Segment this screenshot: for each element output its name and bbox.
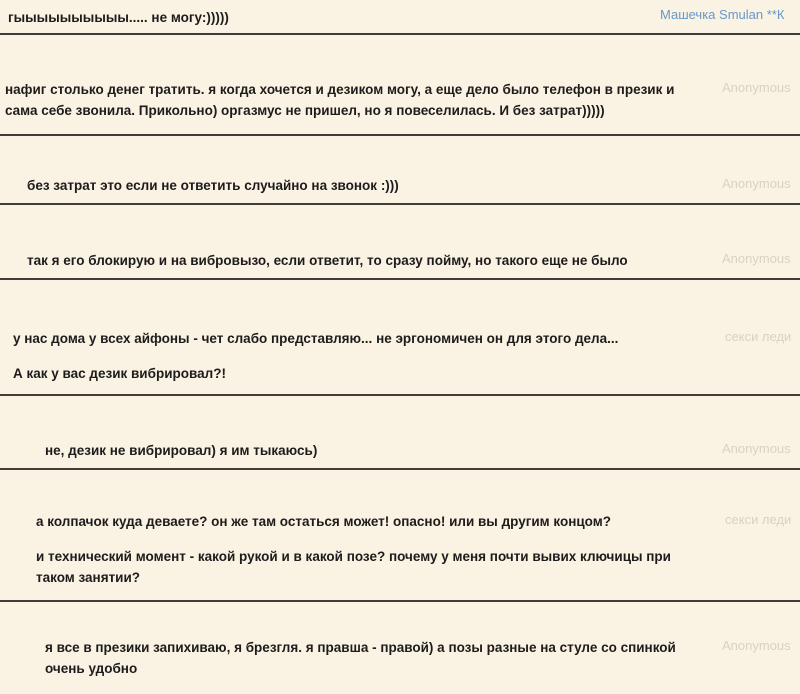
comment-author-link[interactable]: Anonymous (722, 638, 791, 653)
comment-paragraph: а колпачок куда деваете? он же там остаться может! опасно! или вы другим концом? (36, 514, 611, 529)
comment-text (13, 328, 713, 384)
comment-author-link[interactable]: секси леди (725, 512, 792, 527)
comment (0, 602, 800, 694)
comment-author-link[interactable]: Anonymous (722, 441, 791, 456)
comment-text (5, 79, 702, 121)
comment-author-link[interactable]: Anonymous (722, 80, 791, 95)
comment (0, 136, 800, 205)
comment (0, 470, 800, 602)
comment-text (45, 440, 735, 461)
comment-paragraph: у нас дома у всех айфоны - чет слабо представляю... не эргономичен он для этого дела... (13, 331, 619, 346)
comment (0, 205, 800, 280)
comment-paragraph: А как у вас дезик вибрировал?! (13, 366, 226, 381)
comment-paragraph: без затрат это если не ответить случайно на звонок :))) (27, 178, 399, 193)
comment-text (27, 250, 717, 271)
comment (0, 280, 800, 396)
comment-text (8, 7, 628, 28)
comment-text (45, 637, 693, 679)
comment (0, 396, 800, 470)
comment-author-link[interactable]: Anonymous (722, 176, 791, 191)
comment-paragraph: гыыыыыыыыыы..... не могу:))))) (8, 10, 229, 25)
comment (0, 35, 800, 136)
comment-author-link[interactable]: Anonymous (722, 251, 791, 266)
comment-paragraph: и технический момент - какой рукой и в какой позе? почему у меня почти вывих ключицы при таком занятии? (36, 549, 671, 585)
comment-author-link[interactable]: Машечка Smulan **К (660, 7, 785, 22)
comment-paragraph: нафиг столько денег тратить. я когда хочется и дезиком могу, а еще дело было телефон в презик и сама себе звонила. Прикольно) оргазмус не пришел, но я повеселилась. И без затрат))))) (5, 82, 675, 118)
comment (0, 0, 800, 35)
comment-paragraph: я все в презики запихиваю, я брезгля. я правша - правой) а позы разные на стуле со спинкой очень удобно (45, 640, 676, 676)
comment-paragraph: не, дезик не вибрировал) я им тыкаюсь) (45, 443, 318, 458)
comment-paragraph: так я его блокирую и на вибровызо, если ответит, то сразу пойму, но такого еще не было (27, 253, 628, 268)
comment-text (36, 511, 694, 588)
comment-text (27, 175, 717, 196)
comment-author-link[interactable]: секси леди (725, 329, 792, 344)
